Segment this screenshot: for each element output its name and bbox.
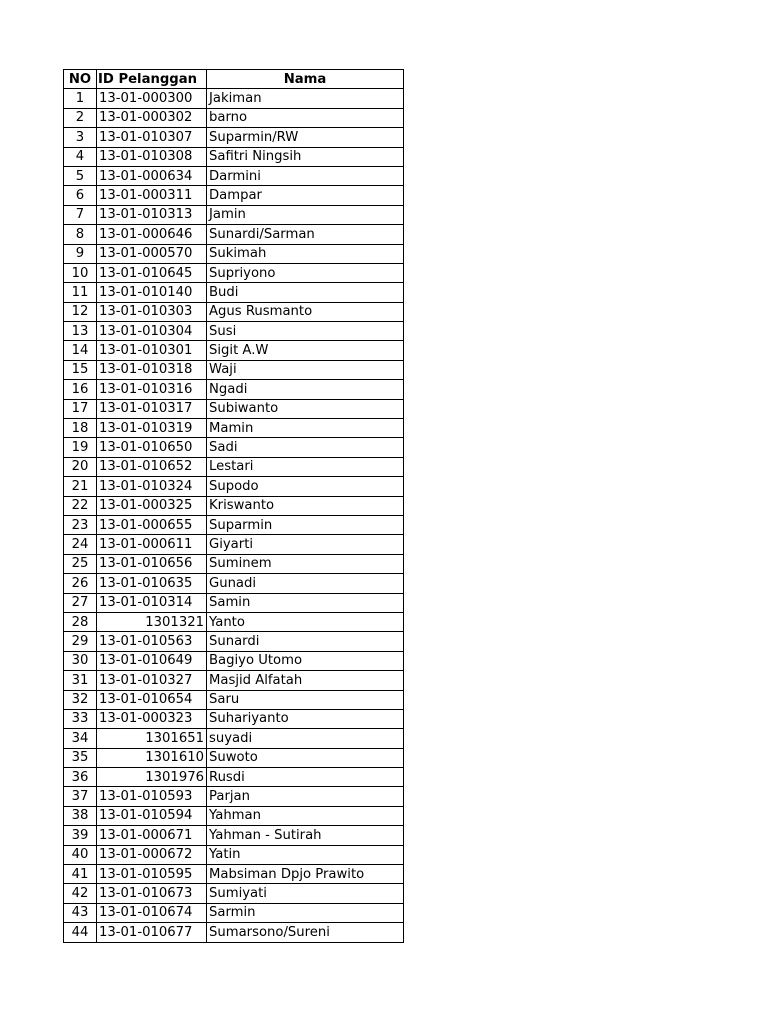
cell-id-pelanggan: 13-01-010317 — [97, 399, 207, 418]
cell-no: 20 — [64, 457, 97, 476]
cell-no: 1 — [64, 89, 97, 108]
cell-no: 17 — [64, 399, 97, 418]
table-row — [64, 690, 404, 709]
cell-nama: Sarmin — [207, 903, 404, 922]
table-row — [64, 283, 404, 302]
cell-nama: Gunadi — [207, 574, 404, 593]
table-row — [64, 632, 404, 651]
table-row — [64, 263, 404, 282]
cell-nama: Kriswanto — [207, 496, 404, 515]
cell-nama: Bagiyo Utomo — [207, 651, 404, 670]
cell-nama: Sumarsono/Sureni — [207, 923, 404, 942]
cell-nama: Yatin — [207, 845, 404, 864]
cell-no: 35 — [64, 748, 97, 767]
table-row — [64, 884, 404, 903]
cell-nama: Dampar — [207, 186, 404, 205]
cell-nama: Giyarti — [207, 535, 404, 554]
cell-nama: Masjid Alfatah — [207, 671, 404, 690]
column-header-nama: Nama — [207, 70, 404, 89]
cell-id-pelanggan: 13-01-010563 — [97, 632, 207, 651]
cell-no: 9 — [64, 244, 97, 263]
table-header-row — [64, 70, 404, 89]
cell-nama: Susi — [207, 322, 404, 341]
cell-nama: Mabsiman Dpjo Prawito — [207, 865, 404, 884]
cell-no: 23 — [64, 515, 97, 534]
cell-nama: Suminem — [207, 554, 404, 573]
cell-no: 44 — [64, 923, 97, 942]
cell-id-pelanggan: 1301321 — [97, 612, 207, 631]
table-row — [64, 322, 404, 341]
cell-id-pelanggan: 13-01-010327 — [97, 671, 207, 690]
cell-id-pelanggan: 1301610 — [97, 748, 207, 767]
cell-nama: Suparmin — [207, 515, 404, 534]
table-row — [64, 419, 404, 438]
cell-nama: Sumiyati — [207, 884, 404, 903]
cell-no: 7 — [64, 205, 97, 224]
cell-no: 32 — [64, 690, 97, 709]
cell-nama: Agus Rusmanto — [207, 302, 404, 321]
table-row — [64, 535, 404, 554]
cell-id-pelanggan: 13-01-010318 — [97, 360, 207, 379]
cell-id-pelanggan: 13-01-000655 — [97, 515, 207, 534]
cell-no: 22 — [64, 496, 97, 515]
cell-no: 30 — [64, 651, 97, 670]
cell-id-pelanggan: 13-01-010652 — [97, 457, 207, 476]
cell-no: 18 — [64, 419, 97, 438]
cell-id-pelanggan: 13-01-000302 — [97, 108, 207, 127]
cell-nama: Lestari — [207, 457, 404, 476]
cell-id-pelanggan: 13-01-010645 — [97, 263, 207, 282]
cell-id-pelanggan: 13-01-010308 — [97, 147, 207, 166]
cell-id-pelanggan: 13-01-010650 — [97, 438, 207, 457]
cell-id-pelanggan: 13-01-000570 — [97, 244, 207, 263]
cell-id-pelanggan: 13-01-010673 — [97, 884, 207, 903]
table-row — [64, 128, 404, 147]
cell-nama: Samin — [207, 593, 404, 612]
cell-id-pelanggan: 13-01-010635 — [97, 574, 207, 593]
cell-nama: Jamin — [207, 205, 404, 224]
cell-no: 41 — [64, 865, 97, 884]
cell-no: 26 — [64, 574, 97, 593]
cell-no: 39 — [64, 826, 97, 845]
table-row — [64, 671, 404, 690]
table-row — [64, 399, 404, 418]
cell-no: 10 — [64, 263, 97, 282]
cell-id-pelanggan: 13-01-010313 — [97, 205, 207, 224]
customer-table — [63, 69, 404, 943]
cell-no: 28 — [64, 612, 97, 631]
cell-no: 4 — [64, 147, 97, 166]
cell-no: 29 — [64, 632, 97, 651]
cell-nama: Sigit A.W — [207, 341, 404, 360]
cell-nama: Mamin — [207, 419, 404, 438]
cell-no: 43 — [64, 903, 97, 922]
table-row — [64, 360, 404, 379]
cell-nama: Supriyono — [207, 263, 404, 282]
cell-id-pelanggan: 13-01-010303 — [97, 302, 207, 321]
cell-id-pelanggan: 13-01-010301 — [97, 341, 207, 360]
cell-no: 3 — [64, 128, 97, 147]
cell-id-pelanggan: 13-01-010324 — [97, 477, 207, 496]
cell-nama: Parjan — [207, 787, 404, 806]
table-row — [64, 166, 404, 185]
cell-no: 34 — [64, 729, 97, 748]
table-row — [64, 806, 404, 825]
cell-nama: Waji — [207, 360, 404, 379]
cell-id-pelanggan: 13-01-010674 — [97, 903, 207, 922]
table-row — [64, 89, 404, 108]
cell-no: 2 — [64, 108, 97, 127]
cell-id-pelanggan: 13-01-010316 — [97, 380, 207, 399]
cell-nama: Jakiman — [207, 89, 404, 108]
cell-id-pelanggan: 13-01-000646 — [97, 225, 207, 244]
cell-id-pelanggan: 13-01-010593 — [97, 787, 207, 806]
cell-no: 19 — [64, 438, 97, 457]
table-row — [64, 768, 404, 787]
cell-no: 36 — [64, 768, 97, 787]
cell-no: 31 — [64, 671, 97, 690]
table-row — [64, 205, 404, 224]
table-row — [64, 865, 404, 884]
cell-id-pelanggan: 13-01-000311 — [97, 186, 207, 205]
cell-nama: Yahman - Sutirah — [207, 826, 404, 845]
table-row — [64, 554, 404, 573]
table-row — [64, 923, 404, 942]
cell-no: 24 — [64, 535, 97, 554]
cell-id-pelanggan: 13-01-010314 — [97, 593, 207, 612]
cell-nama: Darmini — [207, 166, 404, 185]
cell-id-pelanggan: 1301976 — [97, 768, 207, 787]
cell-id-pelanggan: 13-01-000325 — [97, 496, 207, 515]
table-row — [64, 826, 404, 845]
column-header-no: NO — [64, 70, 97, 89]
cell-id-pelanggan: 13-01-000672 — [97, 845, 207, 864]
cell-id-pelanggan: 13-01-010594 — [97, 806, 207, 825]
cell-nama: Sunardi/Sarman — [207, 225, 404, 244]
table-row — [64, 709, 404, 728]
cell-id-pelanggan: 13-01-000634 — [97, 166, 207, 185]
table-row — [64, 748, 404, 767]
customer-table-container — [63, 69, 404, 943]
cell-nama: Yanto — [207, 612, 404, 631]
cell-no: 6 — [64, 186, 97, 205]
cell-id-pelanggan: 13-01-000323 — [97, 709, 207, 728]
table-row — [64, 845, 404, 864]
table-row — [64, 244, 404, 263]
cell-id-pelanggan: 13-01-000611 — [97, 535, 207, 554]
table-row — [64, 147, 404, 166]
cell-no: 37 — [64, 787, 97, 806]
cell-nama: Suparmin/RW — [207, 128, 404, 147]
table-row — [64, 729, 404, 748]
cell-id-pelanggan: 13-01-010595 — [97, 865, 207, 884]
cell-nama: barno — [207, 108, 404, 127]
cell-no: 5 — [64, 166, 97, 185]
table-row — [64, 341, 404, 360]
cell-nama: Suwoto — [207, 748, 404, 767]
cell-nama: Budi — [207, 283, 404, 302]
cell-no: 27 — [64, 593, 97, 612]
cell-id-pelanggan: 13-01-010304 — [97, 322, 207, 341]
cell-id-pelanggan: 13-01-010677 — [97, 923, 207, 942]
table-row — [64, 380, 404, 399]
cell-nama: Sukimah — [207, 244, 404, 263]
table-row — [64, 651, 404, 670]
table-row — [64, 108, 404, 127]
table-row — [64, 903, 404, 922]
cell-no: 42 — [64, 884, 97, 903]
cell-nama: Supodo — [207, 477, 404, 496]
table-row — [64, 574, 404, 593]
cell-nama: suyadi — [207, 729, 404, 748]
cell-id-pelanggan: 13-01-010307 — [97, 128, 207, 147]
cell-nama: Rusdi — [207, 768, 404, 787]
cell-no: 12 — [64, 302, 97, 321]
table-row — [64, 787, 404, 806]
cell-id-pelanggan: 13-01-010319 — [97, 419, 207, 438]
cell-id-pelanggan: 13-01-010140 — [97, 283, 207, 302]
cell-nama: Ngadi — [207, 380, 404, 399]
table-row — [64, 438, 404, 457]
cell-no: 25 — [64, 554, 97, 573]
table-row — [64, 225, 404, 244]
cell-id-pelanggan: 13-01-010649 — [97, 651, 207, 670]
table-row — [64, 496, 404, 515]
table-row — [64, 302, 404, 321]
cell-no: 33 — [64, 709, 97, 728]
cell-id-pelanggan: 13-01-010656 — [97, 554, 207, 573]
cell-id-pelanggan: 13-01-000671 — [97, 826, 207, 845]
table-row — [64, 477, 404, 496]
cell-no: 16 — [64, 380, 97, 399]
cell-no: 38 — [64, 806, 97, 825]
cell-nama: Sadi — [207, 438, 404, 457]
cell-nama: Yahman — [207, 806, 404, 825]
cell-no: 11 — [64, 283, 97, 302]
cell-nama: Safitri Ningsih — [207, 147, 404, 166]
table-row — [64, 457, 404, 476]
cell-nama: Suhariyanto — [207, 709, 404, 728]
cell-no: 14 — [64, 341, 97, 360]
table-body — [64, 89, 404, 942]
column-header-id-pelanggan: ID Pelanggan — [97, 70, 207, 89]
cell-no: 21 — [64, 477, 97, 496]
cell-no: 15 — [64, 360, 97, 379]
table-row — [64, 186, 404, 205]
table-row — [64, 612, 404, 631]
cell-id-pelanggan: 13-01-000300 — [97, 89, 207, 108]
cell-no: 13 — [64, 322, 97, 341]
cell-no: 40 — [64, 845, 97, 864]
cell-no: 8 — [64, 225, 97, 244]
cell-id-pelanggan: 13-01-010654 — [97, 690, 207, 709]
cell-nama: Sunardi — [207, 632, 404, 651]
cell-nama: Subiwanto — [207, 399, 404, 418]
cell-id-pelanggan: 1301651 — [97, 729, 207, 748]
table-row — [64, 515, 404, 534]
cell-nama: Saru — [207, 690, 404, 709]
table-row — [64, 593, 404, 612]
